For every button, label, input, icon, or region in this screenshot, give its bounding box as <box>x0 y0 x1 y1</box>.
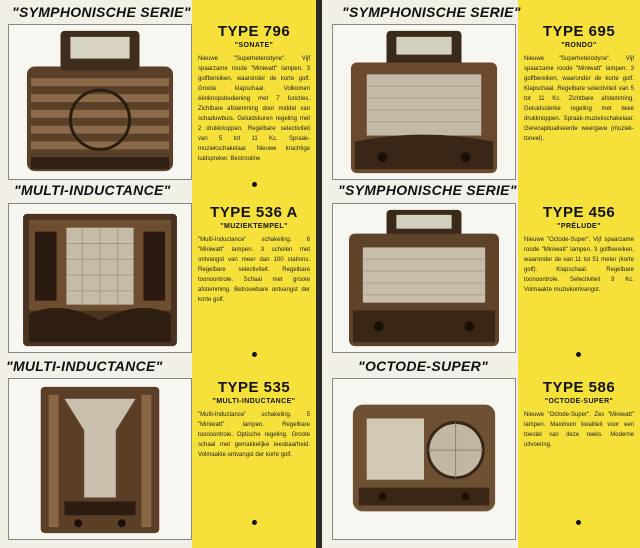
radio-muziektempel-illustration <box>9 204 191 352</box>
series-header: "SYMPHONISCHE SERIE" <box>338 182 517 198</box>
model-796 <box>198 24 310 164</box>
model-description: Nieuwe "Octode-Super". Zes "Miniwatt" lampen. Maximum kwaliteit voor een toestel van deze reeks. Moderne uitvoering. <box>524 412 634 448</box>
series-header: "SYMPHONISCHE SERIE" <box>342 4 521 20</box>
bullet-dot <box>576 352 581 357</box>
bullet-dot <box>252 352 257 357</box>
radio-photo-456 <box>332 203 516 353</box>
model-type: TYPE 535 <box>217 379 291 396</box>
model-type: TYPE 796 <box>217 23 291 40</box>
model-695 <box>524 24 634 144</box>
model-type: TYPE 536 A <box>210 204 298 221</box>
right-page <box>322 0 640 548</box>
series-header: "MULTI-INDUCTANCE" <box>6 358 163 374</box>
model-456 <box>524 205 634 295</box>
model-name: "MUZIEKTEMPEL" <box>220 223 288 230</box>
radio-photo-695 <box>332 24 516 180</box>
model-536a <box>198 205 310 305</box>
radio-prelude-illustration <box>333 204 515 352</box>
model-type: TYPE 695 <box>542 23 616 40</box>
model-name: "RONDO" <box>561 42 597 49</box>
bullet-dot <box>576 520 581 525</box>
radio-rondo-illustration <box>333 25 515 179</box>
radio-photo-796 <box>8 24 192 180</box>
bullet-dot <box>252 182 257 187</box>
radio-photo-536a <box>8 203 192 353</box>
model-name: "MULTI-INDUCTANCE" <box>212 398 296 405</box>
model-type: TYPE 456 <box>542 204 616 221</box>
radio-multi-inductance-illustration <box>9 379 191 539</box>
series-header: "MULTI-INDUCTANCE" <box>14 182 171 198</box>
model-name: "OCTODE-SUPER" <box>544 398 614 405</box>
model-name: "SONATE" <box>234 42 274 49</box>
model-description: "Multi-Inductance" schakeling. 5 "Miniwatt" lampen. Regelbare toonoontrole. Optische regeling. Groote schaal met gemakkelijke leesbaarheid. Volmaakte ontvangst der korte golf. <box>198 412 310 458</box>
model-description: Nieuwe "Octode-Super". Vijf spaarzame roode "Miniwatt" lampen. 3 golfbereiken, waaronder de van 11 tot 51 meter (korte golf). Klapschaal. Regelbare toonoontrole. Selectiviteit 9 Kc. Volmaakte muziekontvangst. <box>524 237 634 293</box>
radio-photo-535 <box>8 378 192 540</box>
radio-photo-586 <box>332 378 516 540</box>
left-page <box>0 0 316 548</box>
radio-octode-super-illustration <box>333 379 515 539</box>
model-name: "PRÉLUDE" <box>557 223 601 230</box>
series-header: "SYMPHONISCHE SERIE" <box>12 4 191 20</box>
model-type: TYPE 586 <box>542 379 616 396</box>
model-description: "Multi-Inductance" schakeling. 6 "Miniwatt" lampen. 3 scholen met ontvangst van meer dan 100 stations. Regelbare selectiviteit. Regelbare toonoontrole. Schaal met groote afstemming. Betrouwbare ontvangst der korte golf. <box>198 237 310 303</box>
model-535 <box>198 380 310 460</box>
radio-sonate-illustration <box>9 25 191 179</box>
bullet-dot <box>252 520 257 525</box>
series-header: "OCTODE-SUPER" <box>358 358 489 374</box>
model-586 <box>524 380 634 450</box>
model-description: Nieuwe "Superheterodyne". Vijf spaarzame roode "Miniwatt" lampen. 3 golfbereiken, waaronder de korte golf. Groote klapschaal. Volkomen éénknopsbediening met 7 functies. Zichtbare afstemming door middel van schaduwbuis. Geluidskuren regeling met 2 drukknoppen. Regelbare selectiviteit van 5 tot 11 Kc. Spraak-muziekschakelaar. Nieuwe krachtige luidspreker. Bestrooiine <box>198 56 310 162</box>
model-description: Nieuwe "Superheterodyne". Vijf spaarzame roode "Miniwatt" lampen. 3 golfbereiken, waaronder de korte golf. Klapschaal. Regelbare selectiviteit van 5 tot 11 Kc. Zichtbare afstemming. Geluidssterke regeling met twee drukknoppen. Spraak-muziekschakelaar. Gerecapitualiseerde weergave (muziek-toneel). <box>524 56 634 142</box>
